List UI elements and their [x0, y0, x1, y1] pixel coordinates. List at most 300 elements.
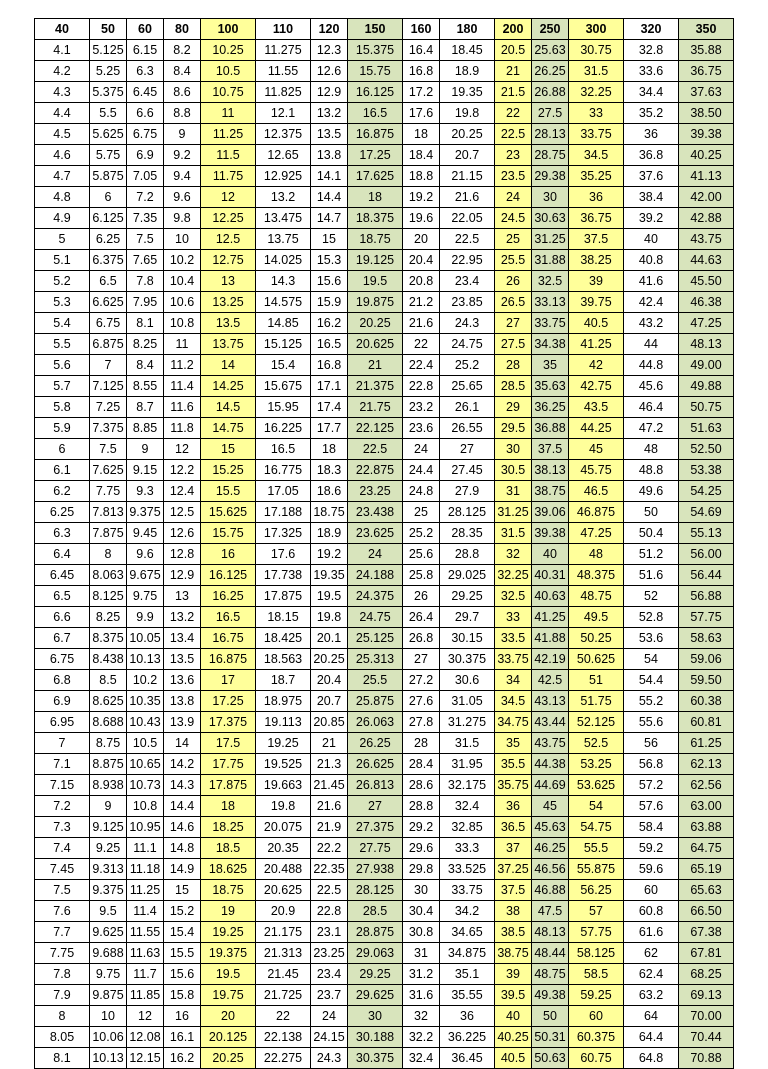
table-cell[interactable]: 4.8: [35, 187, 90, 208]
table-cell[interactable]: 63.00: [679, 796, 734, 817]
table-cell[interactable]: 6.3: [127, 61, 164, 82]
table-cell[interactable]: 18: [311, 439, 348, 460]
table-cell[interactable]: 22.125: [348, 418, 403, 439]
table-cell[interactable]: 23.25: [348, 481, 403, 502]
table-cell[interactable]: 21.75: [348, 397, 403, 418]
table-cell[interactable]: 11.825: [256, 82, 311, 103]
table-cell[interactable]: 21.725: [256, 985, 311, 1006]
table-cell[interactable]: 7.5: [35, 880, 90, 901]
column-header[interactable]: 40: [35, 19, 90, 40]
table-cell[interactable]: 9: [127, 439, 164, 460]
table-cell[interactable]: 5.1: [35, 250, 90, 271]
table-cell[interactable]: 40.8: [624, 250, 679, 271]
table-cell[interactable]: 37.5: [569, 229, 624, 250]
table-cell[interactable]: 12.08: [127, 1027, 164, 1048]
table-cell[interactable]: 16: [201, 544, 256, 565]
table-cell[interactable]: 8.875: [90, 754, 127, 775]
table-cell[interactable]: 13.75: [201, 334, 256, 355]
table-cell[interactable]: 16: [164, 1006, 201, 1027]
table-cell[interactable]: 39: [495, 964, 532, 985]
table-cell[interactable]: 36.8: [624, 145, 679, 166]
table-cell[interactable]: 47.25: [569, 523, 624, 544]
table-cell[interactable]: 38.4: [624, 187, 679, 208]
table-cell[interactable]: 18: [201, 796, 256, 817]
table-cell[interactable]: 31.05: [440, 691, 495, 712]
table-cell[interactable]: 11.6: [164, 397, 201, 418]
table-cell[interactable]: 24.15: [311, 1027, 348, 1048]
table-cell[interactable]: 8.7: [127, 397, 164, 418]
table-cell[interactable]: 7.95: [127, 292, 164, 313]
table-cell[interactable]: 23.85: [440, 292, 495, 313]
table-cell[interactable]: 12.925: [256, 166, 311, 187]
table-cell[interactable]: 37.63: [679, 82, 734, 103]
table-cell[interactable]: 52.5: [569, 733, 624, 754]
table-cell[interactable]: 20.7: [440, 145, 495, 166]
table-cell[interactable]: 12.3: [311, 40, 348, 61]
table-cell[interactable]: 8.1: [127, 313, 164, 334]
table-cell[interactable]: 52.50: [679, 439, 734, 460]
table-cell[interactable]: 45: [532, 796, 569, 817]
table-cell[interactable]: 29.8: [403, 859, 440, 880]
table-cell[interactable]: 7.5: [127, 229, 164, 250]
table-cell[interactable]: 57.6: [624, 796, 679, 817]
table-cell[interactable]: 7.45: [35, 859, 90, 880]
table-cell[interactable]: 6.125: [90, 208, 127, 229]
table-cell[interactable]: 24.5: [495, 208, 532, 229]
table-cell[interactable]: 23.7: [311, 985, 348, 1006]
table-cell[interactable]: 10: [90, 1006, 127, 1027]
column-header[interactable]: 350: [679, 19, 734, 40]
table-cell[interactable]: 30.188: [348, 1027, 403, 1048]
table-cell[interactable]: 62.4: [624, 964, 679, 985]
column-header[interactable]: 300: [569, 19, 624, 40]
table-cell[interactable]: 36.75: [569, 208, 624, 229]
table-cell[interactable]: 38.75: [532, 481, 569, 502]
table-cell[interactable]: 52.8: [624, 607, 679, 628]
table-cell[interactable]: 11.4: [164, 376, 201, 397]
table-cell[interactable]: 6.25: [90, 229, 127, 250]
table-cell[interactable]: 17.875: [256, 586, 311, 607]
table-cell[interactable]: 21.313: [256, 943, 311, 964]
table-cell[interactable]: 25.5: [495, 250, 532, 271]
table-cell[interactable]: 17.1: [311, 376, 348, 397]
table-cell[interactable]: 18.563: [256, 649, 311, 670]
table-cell[interactable]: 10.13: [90, 1048, 127, 1069]
table-cell[interactable]: 28.5: [495, 376, 532, 397]
table-cell[interactable]: 35: [532, 355, 569, 376]
table-cell[interactable]: 14.4: [164, 796, 201, 817]
table-cell[interactable]: 33.3: [440, 838, 495, 859]
table-cell[interactable]: 6.6: [35, 607, 90, 628]
table-cell[interactable]: 20.4: [311, 670, 348, 691]
table-cell[interactable]: 6.6: [127, 103, 164, 124]
table-cell[interactable]: 11.25: [201, 124, 256, 145]
table-cell[interactable]: 19.2: [311, 544, 348, 565]
table-cell[interactable]: 26: [495, 271, 532, 292]
table-cell[interactable]: 40: [495, 1006, 532, 1027]
table-cell[interactable]: 13.5: [201, 313, 256, 334]
table-cell[interactable]: 6.4: [35, 544, 90, 565]
table-cell[interactable]: 54.69: [679, 502, 734, 523]
table-cell[interactable]: 22.4: [403, 355, 440, 376]
table-cell[interactable]: 20.7: [311, 691, 348, 712]
table-cell[interactable]: 27: [348, 796, 403, 817]
table-cell[interactable]: 18.975: [256, 691, 311, 712]
table-cell[interactable]: 6.875: [90, 334, 127, 355]
table-cell[interactable]: 16.5: [201, 607, 256, 628]
table-cell[interactable]: 19.25: [201, 922, 256, 943]
table-cell[interactable]: 17.2: [403, 82, 440, 103]
table-cell[interactable]: 29.7: [440, 607, 495, 628]
table-cell[interactable]: 31.25: [495, 502, 532, 523]
table-cell[interactable]: 48.75: [532, 964, 569, 985]
table-cell[interactable]: 53.6: [624, 628, 679, 649]
table-cell[interactable]: 36.25: [532, 397, 569, 418]
table-cell[interactable]: 64.75: [679, 838, 734, 859]
table-cell[interactable]: 5.875: [90, 166, 127, 187]
table-cell[interactable]: 56.88: [679, 586, 734, 607]
table-cell[interactable]: 62.13: [679, 754, 734, 775]
table-cell[interactable]: 10.25: [201, 40, 256, 61]
table-cell[interactable]: 16.8: [403, 61, 440, 82]
table-cell[interactable]: 52.125: [569, 712, 624, 733]
column-header[interactable]: 50: [90, 19, 127, 40]
table-cell[interactable]: 26.5: [495, 292, 532, 313]
table-cell[interactable]: 28.8: [440, 544, 495, 565]
table-cell[interactable]: 7.8: [35, 964, 90, 985]
table-cell[interactable]: 46.25: [532, 838, 569, 859]
table-cell[interactable]: 48.75: [569, 586, 624, 607]
table-cell[interactable]: 12.6: [164, 523, 201, 544]
table-cell[interactable]: 48.8: [624, 460, 679, 481]
table-cell[interactable]: 11.55: [127, 922, 164, 943]
table-cell[interactable]: 31.95: [440, 754, 495, 775]
table-cell[interactable]: 21.6: [311, 796, 348, 817]
table-cell[interactable]: 17.5: [201, 733, 256, 754]
table-cell[interactable]: 56.00: [679, 544, 734, 565]
table-cell[interactable]: 6.75: [90, 313, 127, 334]
table-cell[interactable]: 28.875: [348, 922, 403, 943]
column-header[interactable]: 150: [348, 19, 403, 40]
table-cell[interactable]: 22: [403, 334, 440, 355]
table-cell[interactable]: 10.06: [90, 1027, 127, 1048]
table-cell[interactable]: 30: [403, 880, 440, 901]
table-cell[interactable]: 63.2: [624, 985, 679, 1006]
table-cell[interactable]: 36.45: [440, 1048, 495, 1069]
table-cell[interactable]: 37.5: [495, 880, 532, 901]
table-cell[interactable]: 18.5: [201, 838, 256, 859]
table-cell[interactable]: 25.875: [348, 691, 403, 712]
table-cell[interactable]: 14.2: [164, 754, 201, 775]
table-cell[interactable]: 14.3: [256, 271, 311, 292]
table-cell[interactable]: 5.8: [35, 397, 90, 418]
table-cell[interactable]: 20.5: [495, 40, 532, 61]
table-cell[interactable]: 4.5: [35, 124, 90, 145]
table-cell[interactable]: 9.375: [90, 880, 127, 901]
table-cell[interactable]: 17.4: [311, 397, 348, 418]
table-cell[interactable]: 28.4: [403, 754, 440, 775]
table-cell[interactable]: 57.2: [624, 775, 679, 796]
table-cell[interactable]: 36: [440, 1006, 495, 1027]
table-cell[interactable]: 9.8: [164, 208, 201, 229]
table-cell[interactable]: 6.625: [90, 292, 127, 313]
table-cell[interactable]: 7.9: [35, 985, 90, 1006]
table-cell[interactable]: 10.05: [127, 628, 164, 649]
table-cell[interactable]: 56.8: [624, 754, 679, 775]
table-cell[interactable]: 15.5: [164, 943, 201, 964]
table-cell[interactable]: 27.9: [440, 481, 495, 502]
table-cell[interactable]: 24.8: [403, 481, 440, 502]
table-cell[interactable]: 64.4: [624, 1027, 679, 1048]
table-cell[interactable]: 31: [403, 943, 440, 964]
table-cell[interactable]: 10.13: [127, 649, 164, 670]
table-cell[interactable]: 24.3: [311, 1048, 348, 1069]
table-cell[interactable]: 53.25: [569, 754, 624, 775]
table-cell[interactable]: 22.875: [348, 460, 403, 481]
table-cell[interactable]: 19.663: [256, 775, 311, 796]
table-cell[interactable]: 10.5: [127, 733, 164, 754]
table-cell[interactable]: 8.688: [90, 712, 127, 733]
table-cell[interactable]: 30.15: [440, 628, 495, 649]
table-cell[interactable]: 38.5: [495, 922, 532, 943]
table-cell[interactable]: 23.1: [311, 922, 348, 943]
table-cell[interactable]: 22.05: [440, 208, 495, 229]
table-cell[interactable]: 70.44: [679, 1027, 734, 1048]
table-cell[interactable]: 19.35: [311, 565, 348, 586]
table-cell[interactable]: 11.63: [127, 943, 164, 964]
table-cell[interactable]: 20.1: [311, 628, 348, 649]
table-cell[interactable]: 26.8: [403, 628, 440, 649]
table-cell[interactable]: 25: [403, 502, 440, 523]
table-cell[interactable]: 11.2: [164, 355, 201, 376]
table-cell[interactable]: 16.75: [201, 628, 256, 649]
table-cell[interactable]: 25.2: [440, 355, 495, 376]
table-cell[interactable]: 45.6: [624, 376, 679, 397]
table-cell[interactable]: 26.25: [532, 61, 569, 82]
table-cell[interactable]: 19.2: [403, 187, 440, 208]
table-cell[interactable]: 38.50: [679, 103, 734, 124]
table-cell[interactable]: 25.313: [348, 649, 403, 670]
table-cell[interactable]: 17.188: [256, 502, 311, 523]
table-cell[interactable]: 33.75: [569, 124, 624, 145]
table-cell[interactable]: 7.75: [90, 481, 127, 502]
table-cell[interactable]: 26.55: [440, 418, 495, 439]
table-cell[interactable]: 40.31: [532, 565, 569, 586]
table-cell[interactable]: 21.2: [403, 292, 440, 313]
table-cell[interactable]: 23.6: [403, 418, 440, 439]
table-cell[interactable]: 4.2: [35, 61, 90, 82]
table-cell[interactable]: 22.95: [440, 250, 495, 271]
table-cell[interactable]: 9.125: [90, 817, 127, 838]
table-cell[interactable]: 5.7: [35, 376, 90, 397]
table-cell[interactable]: 62.56: [679, 775, 734, 796]
table-cell[interactable]: 43.75: [532, 733, 569, 754]
table-cell[interactable]: 6.3: [35, 523, 90, 544]
column-header[interactable]: 80: [164, 19, 201, 40]
table-cell[interactable]: 47.25: [679, 313, 734, 334]
table-cell[interactable]: 15.95: [256, 397, 311, 418]
table-cell[interactable]: 8.625: [90, 691, 127, 712]
table-cell[interactable]: 33.75: [440, 880, 495, 901]
table-cell[interactable]: 34.75: [495, 712, 532, 733]
table-cell[interactable]: 42: [569, 355, 624, 376]
table-cell[interactable]: 5.6: [35, 355, 90, 376]
table-cell[interactable]: 58.63: [679, 628, 734, 649]
table-cell[interactable]: 27: [495, 313, 532, 334]
table-cell[interactable]: 11.275: [256, 40, 311, 61]
table-cell[interactable]: 9.6: [164, 187, 201, 208]
column-header[interactable]: 110: [256, 19, 311, 40]
table-cell[interactable]: 40: [532, 544, 569, 565]
table-cell[interactable]: 17.325: [256, 523, 311, 544]
table-cell[interactable]: 10.8: [164, 313, 201, 334]
table-cell[interactable]: 7.1: [35, 754, 90, 775]
table-cell[interactable]: 18.75: [348, 229, 403, 250]
table-cell[interactable]: 14.75: [201, 418, 256, 439]
table-cell[interactable]: 26.625: [348, 754, 403, 775]
table-cell[interactable]: 16.5: [311, 334, 348, 355]
table-cell[interactable]: 6.75: [35, 649, 90, 670]
table-cell[interactable]: 16.125: [348, 82, 403, 103]
table-cell[interactable]: 13.8: [164, 691, 201, 712]
table-cell[interactable]: 7.4: [35, 838, 90, 859]
table-cell[interactable]: 43.13: [532, 691, 569, 712]
table-cell[interactable]: 44.63: [679, 250, 734, 271]
table-cell[interactable]: 8.938: [90, 775, 127, 796]
table-cell[interactable]: 35.63: [532, 376, 569, 397]
table-cell[interactable]: 19.75: [201, 985, 256, 1006]
table-cell[interactable]: 60.8: [624, 901, 679, 922]
table-cell[interactable]: 68.25: [679, 964, 734, 985]
table-cell[interactable]: 4.1: [35, 40, 90, 61]
table-cell[interactable]: 11.85: [127, 985, 164, 1006]
table-cell[interactable]: 18.8: [403, 166, 440, 187]
table-cell[interactable]: 24.3: [440, 313, 495, 334]
table-cell[interactable]: 9.25: [90, 838, 127, 859]
table-cell[interactable]: 17: [201, 670, 256, 691]
table-cell[interactable]: 18.75: [201, 880, 256, 901]
table-cell[interactable]: 13.25: [201, 292, 256, 313]
table-cell[interactable]: 51.63: [679, 418, 734, 439]
table-cell[interactable]: 27.5: [495, 334, 532, 355]
table-cell[interactable]: 24.75: [348, 607, 403, 628]
table-cell[interactable]: 8: [35, 1006, 90, 1027]
table-cell[interactable]: 34.875: [440, 943, 495, 964]
table-cell[interactable]: 15.75: [201, 523, 256, 544]
table-cell[interactable]: 32.85: [440, 817, 495, 838]
table-cell[interactable]: 25.8: [403, 565, 440, 586]
table-cell[interactable]: 30.63: [532, 208, 569, 229]
table-cell[interactable]: 9.2: [164, 145, 201, 166]
table-cell[interactable]: 25.5: [348, 670, 403, 691]
table-cell[interactable]: 19.8: [311, 607, 348, 628]
table-cell[interactable]: 30: [348, 1006, 403, 1027]
table-cell[interactable]: 27.2: [403, 670, 440, 691]
table-cell[interactable]: 15.6: [164, 964, 201, 985]
table-cell[interactable]: 64.8: [624, 1048, 679, 1069]
table-cell[interactable]: 32.5: [495, 586, 532, 607]
table-cell[interactable]: 9.313: [90, 859, 127, 880]
table-cell[interactable]: 10: [164, 229, 201, 250]
table-cell[interactable]: 9: [90, 796, 127, 817]
table-cell[interactable]: 18.7: [256, 670, 311, 691]
table-cell[interactable]: 19: [201, 901, 256, 922]
table-cell[interactable]: 28.125: [440, 502, 495, 523]
table-cell[interactable]: 10.8: [127, 796, 164, 817]
table-cell[interactable]: 34.5: [495, 691, 532, 712]
table-cell[interactable]: 15.75: [348, 61, 403, 82]
table-cell[interactable]: 12.15: [127, 1048, 164, 1069]
table-cell[interactable]: 22: [495, 103, 532, 124]
table-cell[interactable]: 11.5: [201, 145, 256, 166]
table-cell[interactable]: 13: [164, 586, 201, 607]
table-cell[interactable]: 21.45: [256, 964, 311, 985]
table-cell[interactable]: 5.5: [35, 334, 90, 355]
table-cell[interactable]: 17.25: [348, 145, 403, 166]
table-cell[interactable]: 33.5: [495, 628, 532, 649]
table-cell[interactable]: 23.2: [403, 397, 440, 418]
table-cell[interactable]: 11.18: [127, 859, 164, 880]
table-cell[interactable]: 20: [201, 1006, 256, 1027]
table-cell[interactable]: 29.625: [348, 985, 403, 1006]
table-cell[interactable]: 5.2: [35, 271, 90, 292]
table-cell[interactable]: 40: [624, 229, 679, 250]
table-cell[interactable]: 25: [495, 229, 532, 250]
table-cell[interactable]: 54: [624, 649, 679, 670]
table-cell[interactable]: 12.65: [256, 145, 311, 166]
table-cell[interactable]: 21.3: [311, 754, 348, 775]
table-cell[interactable]: 6.9: [127, 145, 164, 166]
table-cell[interactable]: 32.2: [403, 1027, 440, 1048]
table-cell[interactable]: 17.7: [311, 418, 348, 439]
table-cell[interactable]: 50.31: [532, 1027, 569, 1048]
table-cell[interactable]: 5: [35, 229, 90, 250]
table-cell[interactable]: 28.13: [532, 124, 569, 145]
table-cell[interactable]: 27.75: [348, 838, 403, 859]
table-cell[interactable]: 20.488: [256, 859, 311, 880]
table-cell[interactable]: 19.6: [403, 208, 440, 229]
table-cell[interactable]: 45: [569, 439, 624, 460]
table-cell[interactable]: 17.75: [201, 754, 256, 775]
table-cell[interactable]: 22: [256, 1006, 311, 1027]
table-cell[interactable]: 16.5: [256, 439, 311, 460]
table-cell[interactable]: 44.69: [532, 775, 569, 796]
table-cell[interactable]: 18.4: [403, 145, 440, 166]
table-cell[interactable]: 32: [495, 544, 532, 565]
table-cell[interactable]: 22.2: [311, 838, 348, 859]
table-cell[interactable]: 48: [569, 544, 624, 565]
table-cell[interactable]: 35: [495, 733, 532, 754]
table-cell[interactable]: 9.375: [127, 502, 164, 523]
table-cell[interactable]: 51.75: [569, 691, 624, 712]
table-cell[interactable]: 29: [495, 397, 532, 418]
table-cell[interactable]: 27: [440, 439, 495, 460]
table-cell[interactable]: 19.25: [256, 733, 311, 754]
table-cell[interactable]: 16.775: [256, 460, 311, 481]
table-cell[interactable]: 42.19: [532, 649, 569, 670]
table-cell[interactable]: 15.125: [256, 334, 311, 355]
table-cell[interactable]: 14.25: [201, 376, 256, 397]
table-cell[interactable]: 56: [624, 733, 679, 754]
table-cell[interactable]: 15.9: [311, 292, 348, 313]
table-cell[interactable]: 60: [569, 1006, 624, 1027]
table-cell[interactable]: 13.5: [164, 649, 201, 670]
table-cell[interactable]: 38.25: [569, 250, 624, 271]
table-cell[interactable]: 17.05: [256, 481, 311, 502]
table-cell[interactable]: 20.85: [311, 712, 348, 733]
table-cell[interactable]: 6.375: [90, 250, 127, 271]
table-cell[interactable]: 15.2: [164, 901, 201, 922]
